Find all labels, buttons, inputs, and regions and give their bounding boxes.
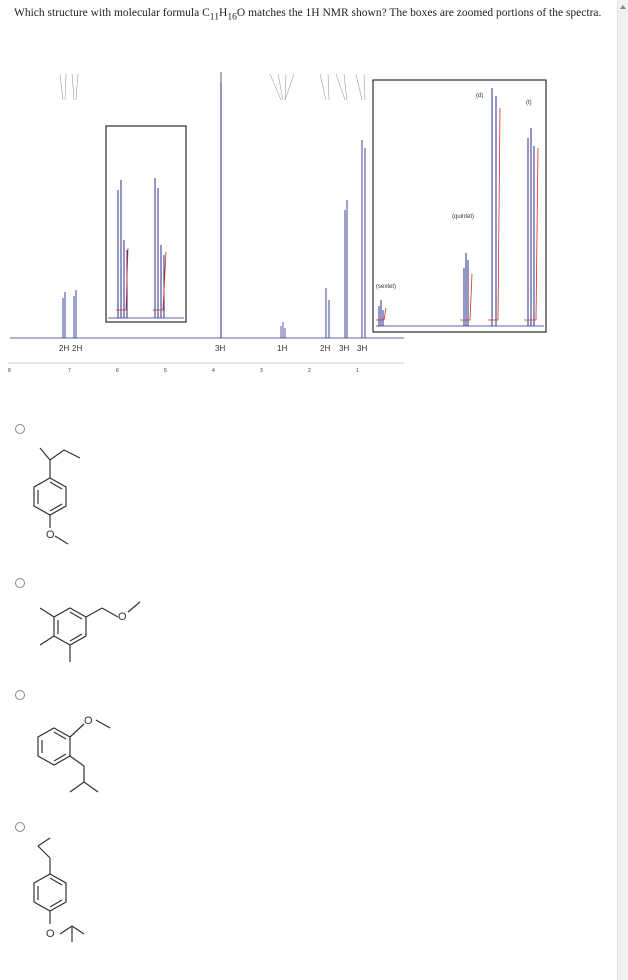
- option-c-structure: [20, 706, 140, 802]
- option-a-radio[interactable]: [15, 424, 25, 434]
- methine-peak: [281, 322, 285, 338]
- oxygen-label: O: [46, 928, 55, 940]
- oxygen-label: O: [46, 529, 55, 541]
- aliphatic-peaks: [326, 140, 365, 338]
- x-tick-label: 7: [68, 368, 71, 374]
- zoom-peaks-aliphatic: [379, 88, 534, 326]
- multiplicity-label: (d): [476, 93, 484, 99]
- integration-label: 3H: [357, 344, 368, 353]
- integration-label: 1H: [277, 344, 288, 353]
- x-tick-label: 8: [8, 368, 11, 374]
- oxygen-label: O: [118, 611, 127, 623]
- integration-label: 2H: [72, 344, 83, 353]
- x-tick-label: 6: [116, 368, 119, 374]
- zoom-box-aliphatic-frame: [373, 80, 546, 332]
- peak-pick-marks: [60, 72, 365, 100]
- scroll-up-arrow-icon[interactable]: [620, 5, 626, 9]
- scrollbar[interactable]: [617, 0, 628, 980]
- multiplicity-label: (t): [526, 100, 532, 106]
- integration-label: 2H: [320, 344, 331, 353]
- zoom-panel-aliphatic: [370, 78, 548, 336]
- integration-label: 2H: [59, 344, 70, 353]
- oxygen-label: O: [84, 715, 93, 727]
- option-d-structure: [20, 834, 110, 950]
- x-tick-label: 1: [356, 368, 359, 374]
- nmr-spectrum: [0, 60, 410, 380]
- option-d-radio[interactable]: [15, 822, 25, 832]
- option-c-radio[interactable]: [15, 690, 25, 700]
- zoom-peaks-aromatic: [118, 178, 164, 318]
- aromatic-peaks: [63, 290, 76, 338]
- multiplicity-label: (quintet): [452, 214, 475, 220]
- multiplicity-label: (sextet): [376, 284, 397, 290]
- integration-label: 3H: [339, 344, 350, 353]
- x-tick-label: 5: [164, 368, 167, 374]
- question-text: Which structure with molecular formula $C_{11}H_{16}O$ matches the 1H NMR shown? The boxes are zoomed portions of the spectra.: [14, 7, 602, 23]
- option-a-structure: [20, 438, 110, 548]
- option-b-radio[interactable]: [15, 578, 25, 588]
- integration-label: 3H: [215, 344, 226, 353]
- option-b-structure: [20, 590, 150, 670]
- x-tick-label: 2: [308, 368, 311, 374]
- x-tick-label: 4: [212, 368, 215, 374]
- x-tick-label: 3: [260, 368, 263, 374]
